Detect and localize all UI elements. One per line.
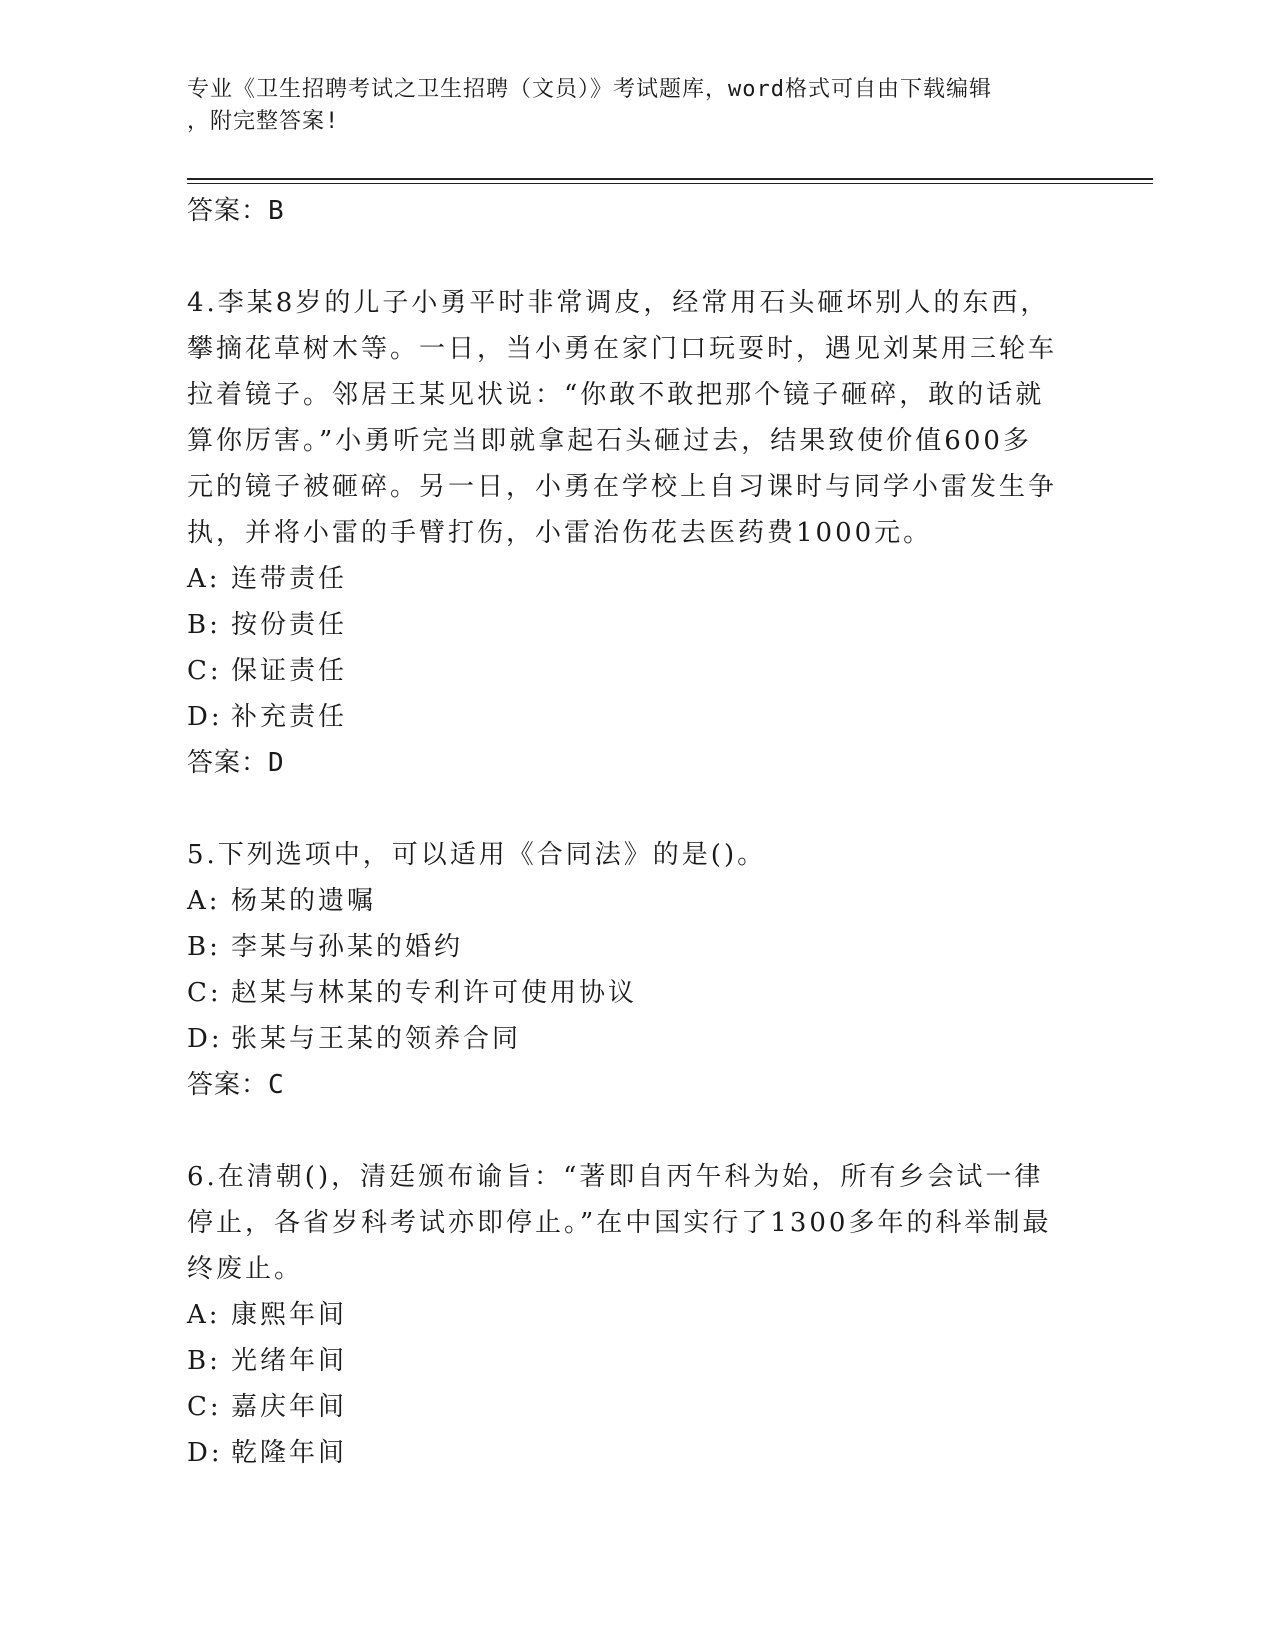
option-c xyxy=(187,970,1067,1016)
stem-line: 算你厉害。”小勇听完当即就拿起石头砸过去，结果致使价值600多 xyxy=(187,426,1032,456)
option-text: 按份责任 xyxy=(231,610,348,640)
question-4 xyxy=(187,280,1067,786)
header-divider-thick xyxy=(187,178,1153,180)
question-stem xyxy=(187,280,1067,556)
option-a xyxy=(187,1292,1067,1338)
stem-line: 攀摘花草树木等。一日，当小勇在家门口玩耍时，遇见刘某用三轮车 xyxy=(187,334,1058,364)
option-letter: C: xyxy=(187,1392,222,1422)
option-b xyxy=(187,924,1067,970)
stem-line: 元的镜子被砸碎。另一日，小勇在学校上自习课时与同学小雷发生争 xyxy=(187,472,1058,502)
header-divider-thin xyxy=(187,183,1153,184)
option-letter: A: xyxy=(187,886,221,916)
question-5 xyxy=(187,832,1067,1108)
option-letter: D: xyxy=(187,702,223,732)
option-text: 补充责任 xyxy=(231,702,348,732)
option-letter: D: xyxy=(187,1438,223,1468)
stem-line: 执，并将小雷的手臂打伤，小雷治伤花去医药费1000元。 xyxy=(187,518,933,548)
question-stem xyxy=(187,1154,1067,1292)
header-line-1: 专业《卫生招聘考试之卫生招聘（文员）》考试题库，word格式可自由下载编辑 xyxy=(187,77,992,102)
option-letter: C: xyxy=(187,656,222,686)
header-line-2: ，附完整答案! xyxy=(187,109,340,134)
option-letter: C: xyxy=(187,978,222,1008)
previous-answer: 答案：B xyxy=(187,196,285,226)
option-text: 保证责任 xyxy=(231,656,348,686)
option-text: 杨某的遗嘱 xyxy=(231,886,377,916)
stem-line: 终废止。 xyxy=(187,1254,304,1284)
option-text: 乾隆年间 xyxy=(231,1438,348,1468)
option-a xyxy=(187,556,1067,602)
stem-line: 4.李某8岁的儿子小勇平时非常调皮，经常用石头砸坏别人的东西， xyxy=(187,288,1050,318)
question-answer: 答案：D xyxy=(187,748,285,778)
option-text: 嘉庆年间 xyxy=(231,1392,348,1422)
stem-line: 拉着镜子。邻居王某见状说：“你敢不敢把那个镜子砸碎，敢的话就 xyxy=(187,380,1045,410)
option-a xyxy=(187,878,1067,924)
option-text: 康熙年间 xyxy=(231,1300,348,1330)
stem-line: 6.在清朝()，清廷颁布谕旨：“著即自丙午科为始，所有乡会试一律 xyxy=(187,1162,1044,1192)
option-letter: B: xyxy=(187,1346,221,1376)
question-answer: 答案：C xyxy=(187,1070,285,1100)
option-d xyxy=(187,1016,1067,1062)
option-letter: A: xyxy=(187,564,221,594)
option-c xyxy=(187,648,1067,694)
question-stem xyxy=(187,832,1067,878)
option-text: 赵某与林某的专利许可使用协议 xyxy=(231,978,638,1008)
question-list xyxy=(187,188,1067,1476)
option-d xyxy=(187,694,1067,740)
option-letter: B: xyxy=(187,610,221,640)
spacer xyxy=(187,786,1067,832)
question-6 xyxy=(187,1154,1067,1476)
spacer xyxy=(187,1108,1067,1154)
stem-line: 5.下列选项中，可以适用《合同法》的是()。 xyxy=(187,840,767,870)
option-b xyxy=(187,602,1067,648)
option-d xyxy=(187,1430,1067,1476)
option-b xyxy=(187,1338,1067,1384)
option-c xyxy=(187,1384,1067,1430)
option-text: 张某与王某的领养合同 xyxy=(231,1024,522,1054)
option-letter: B: xyxy=(187,932,221,962)
spacer xyxy=(187,234,1067,280)
stem-line: 停止，各省岁科考试亦即停止。”在中国实行了1300多年的科举制最 xyxy=(187,1208,1052,1238)
option-text: 连带责任 xyxy=(231,564,348,594)
option-letter: A: xyxy=(187,1300,221,1330)
document-header xyxy=(187,74,1067,138)
option-letter: D: xyxy=(187,1024,223,1054)
option-text: 光绪年间 xyxy=(231,1346,348,1376)
option-text: 李某与孙某的婚约 xyxy=(231,932,464,962)
